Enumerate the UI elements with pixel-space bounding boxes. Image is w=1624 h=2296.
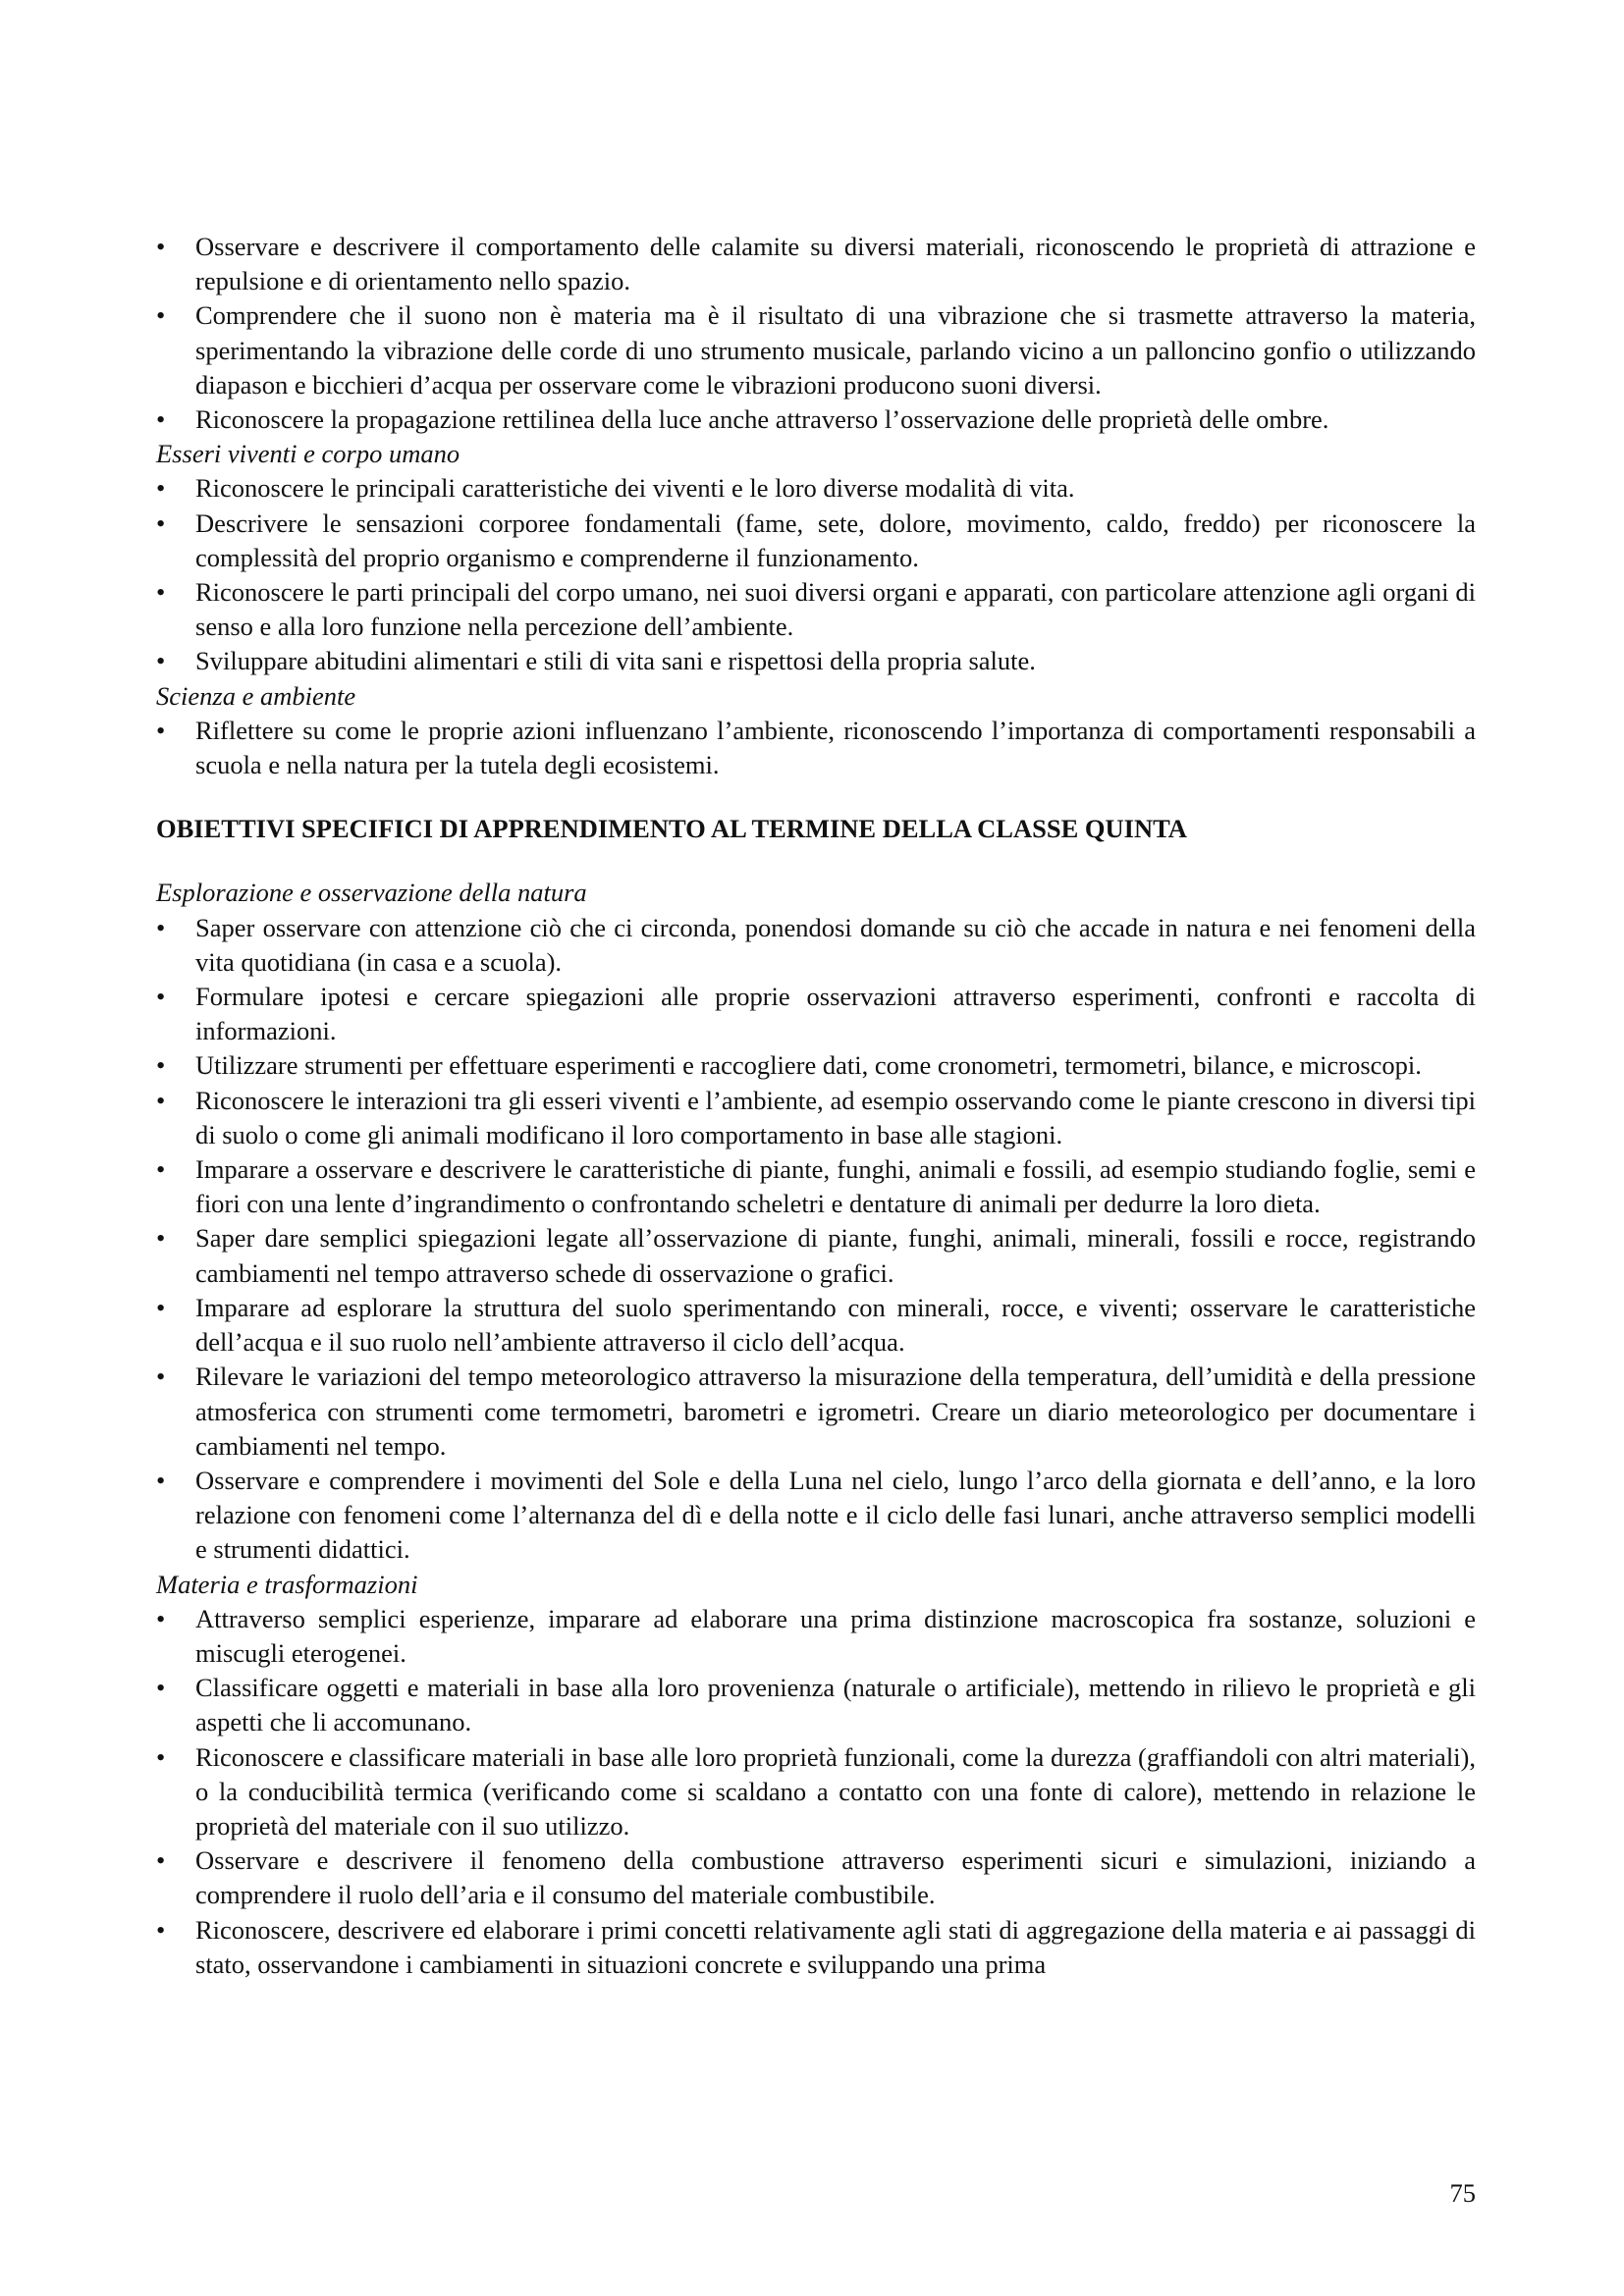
list-item: • Rilevare le variazioni del tempo meteorologico attraverso la misurazione della temperatura, dell’umidità e della pressione atmosferica con strumenti come termometri, barometri e igrometri. Creare un diario meteorologico per documentare i cambiamenti nel tempo. bbox=[156, 1360, 1476, 1464]
list-item: • Imparare ad esplorare la struttura del suolo sperimentando con minerali, rocce, e viventi; osservare le caratteristiche dell’acqua e il suo ruolo nell’ambiente attraverso il ciclo dell’acqua. bbox=[156, 1291, 1476, 1360]
list-item: • Osservare e comprendere i movimenti del Sole e della Luna nel cielo, lungo l’arco della giornata e dell’anno, e la loro relazione con fenomeni come l’alternanza del dì e della notte e il ciclo delle fasi lunari, anche attraverso semplici modelli e strumenti didattici. bbox=[156, 1464, 1476, 1568]
list-item: • Riconoscere le interazioni tra gli esseri viventi e l’ambiente, ad esempio osservando come le piante crescono in diversi tipi di suolo o come gli animali modificano il loro comportamento in base alle stagioni. bbox=[156, 1084, 1476, 1152]
subheading-materia: Materia e trasformazioni bbox=[156, 1569, 418, 1599]
list-item: • Riconoscere le principali caratteristiche dei viventi e le loro diverse modalità di vita. bbox=[156, 471, 1476, 506]
bullet-list bbox=[156, 714, 1476, 782]
list-item: • Osservare e descrivere il fenomeno della combustione attraverso esperimenti sicuri e simulazioni, iniziando a comprendere il ruolo dell’aria e il consumo del materiale combustibile. bbox=[156, 1843, 1476, 1912]
list-item: • Osservare e descrivere il comportamento delle calamite su diversi materiali, riconoscendo le proprietà di attrazione e repulsione e di orientamento nello spazio. bbox=[156, 230, 1476, 298]
list-item: • Comprendere che il suono non è materia ma è il risultato di una vibrazione che si trasmette attraverso la materia, sperimentando la vibrazione delle corde di uno strumento musicale, parlando vicino a un palloncino gonfio o utilizzando diapason e bicchieri d’acqua per osservare come le vibrazioni producono suoni diversi. bbox=[156, 298, 1476, 402]
list-item: • Riconoscere la propagazione rettilinea della luce anche attraverso l’osservazione delle proprietà delle ombre. bbox=[156, 402, 1476, 437]
list-item: • Imparare a osservare e descrivere le caratteristiche di piante, funghi, animali e fossili, ad esempio studiando foglie, semi e fiori con una lente d’ingrandimento o confrontando scheletri e dentature di animali per dedurre la loro dieta. bbox=[156, 1152, 1476, 1221]
subheading-esseri-viventi: Esseri viventi e corpo umano bbox=[156, 439, 460, 469]
list-item: • Utilizzare strumenti per effettuare esperimenti e raccogliere dati, come cronometri, termometri, bilance, e microscopi. bbox=[156, 1048, 1476, 1083]
page-content bbox=[156, 230, 1476, 1982]
list-item: • Descrivere le sensazioni corporee fondamentali (fame, sete, dolore, movimento, caldo, freddo) per riconoscere la complessità del proprio organismo e comprenderne il funzionamento. bbox=[156, 507, 1476, 575]
bullet-list bbox=[156, 911, 1476, 1568]
section-title: OBIETTIVI SPECIFICI DI APPRENDIMENTO AL TERMINE DELLA CLASSE QUINTA bbox=[156, 814, 1187, 844]
list-item: • Riconoscere e classificare materiali in base alle loro proprietà funzionali, come la durezza (graffiandoli con altri materiali), o la conducibilità termica (verificando come si scaldano a contatto con una fonte di calore), mettendo in relazione le proprietà del materiale con il suo utilizzo. bbox=[156, 1740, 1476, 1844]
list-item: • Riconoscere, descrivere ed elaborare i primi concetti relativamente agli stati di aggregazione della materia e ai passaggi di stato, osservandone i cambiamenti in situazioni concrete e sviluppando una prima bbox=[156, 1913, 1476, 1982]
bullet-list bbox=[156, 230, 1476, 437]
subheading-scienza-ambiente: Scienza e ambiente bbox=[156, 680, 356, 711]
list-item: • Formulare ipotesi e cercare spiegazioni alle proprie osservazioni attraverso esperimenti, confronti e raccolta di informazioni. bbox=[156, 980, 1476, 1048]
list-item: • Riflettere su come le proprie azioni influenzano l’ambiente, riconoscendo l’importanza di comportamenti responsabili a scuola e nella natura per la tutela degli ecosistemi. bbox=[156, 714, 1476, 782]
list-item: • Riconoscere le parti principali del corpo umano, nei suoi diversi organi e apparati, con particolare attenzione agli organi di senso e alla loro funzione nella percezione dell’ambiente. bbox=[156, 575, 1476, 644]
list-item: • Attraverso semplici esperienze, imparare ad elaborare una prima distinzione macroscopica fra sostanze, soluzioni e miscugli eterogenei. bbox=[156, 1602, 1476, 1671]
list-item: • Classificare oggetti e materiali in base alla loro provenienza (naturale o artificiale), mettendo in rilievo le proprietà e gli aspetti che li accomunano. bbox=[156, 1671, 1476, 1739]
list-item: • Sviluppare abitudini alimentari e stili di vita sani e rispettosi della propria salute. bbox=[156, 644, 1476, 678]
list-item: • Saper osservare con attenzione ciò che ci circonda, ponendosi domande su ciò che accade in natura e nei fenomeni della vita quotidiana (in casa e a scuola). bbox=[156, 911, 1476, 980]
bullet-list bbox=[156, 471, 1476, 678]
list-item: • Saper dare semplici spiegazioni legate all’osservazione di piante, funghi, animali, minerali, fossili e rocce, registrando cambiamenti nel tempo attraverso schede di osservazione o grafici. bbox=[156, 1221, 1476, 1290]
page-number: 75 bbox=[1449, 2178, 1476, 2208]
bullet-list bbox=[156, 1602, 1476, 1982]
subheading-esplorazione: Esplorazione e osservazione della natura bbox=[156, 878, 587, 908]
